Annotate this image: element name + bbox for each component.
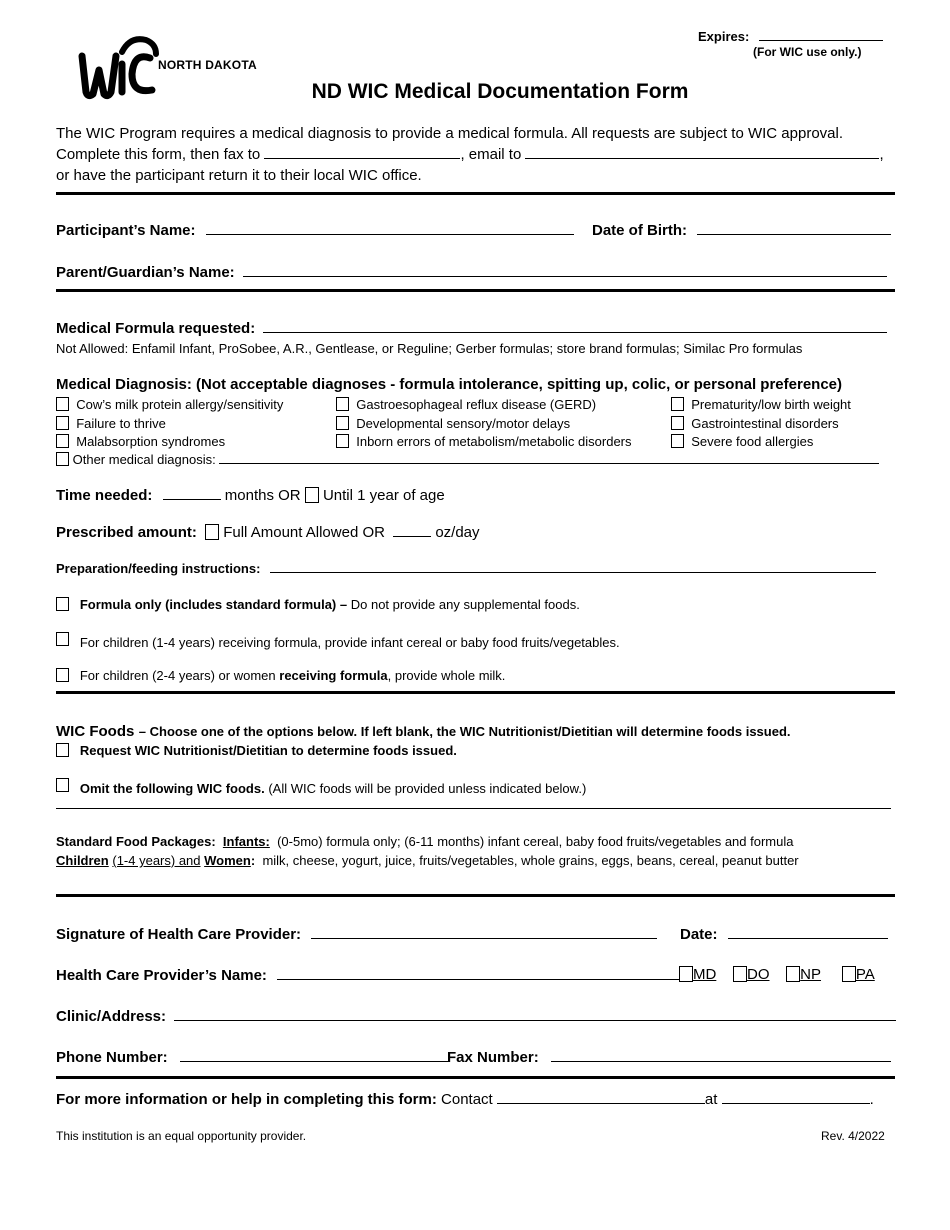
checkbox[interactable] — [56, 597, 69, 611]
diagnosis-option[interactable] — [56, 396, 283, 415]
option-label: Developmental sensory/motor delays — [356, 415, 571, 431]
full-amount-label: Full Amount Allowed OR — [223, 524, 385, 541]
other-diagnosis-label: Other medical diagnosis: — [72, 452, 216, 467]
participant-name-label: Participant’s Name: — [56, 222, 196, 239]
checkbox[interactable] — [336, 434, 349, 448]
more-info-label: For more information or help in completing this form: — [56, 1091, 437, 1108]
fax-row — [447, 1049, 891, 1066]
date-label: Date: — [680, 926, 718, 943]
contact-phone-field[interactable] — [722, 1102, 870, 1104]
option-label: Malabsorption syndromes — [76, 434, 226, 450]
wic-use-only: (For WIC use only.) — [753, 45, 862, 59]
divider — [56, 894, 895, 897]
provider-name-field[interactable] — [277, 978, 679, 980]
formula-only-text: Do not provide any supplemental foods. — [350, 597, 580, 612]
intro-email-text: , email to — [460, 146, 522, 163]
guardian-label: Parent/Guardian’s Name: — [56, 264, 235, 281]
other-diagnosis-row — [56, 452, 879, 467]
wic-foods-heading — [56, 723, 791, 741]
intro-line-2 — [56, 146, 884, 163]
np-checkbox[interactable] — [786, 966, 800, 982]
checkbox[interactable] — [336, 416, 349, 430]
formula-only-option[interactable] — [56, 597, 580, 612]
pa-checkbox[interactable] — [842, 966, 856, 982]
more-info-row — [56, 1091, 874, 1108]
checkbox[interactable] — [56, 434, 69, 448]
checkbox[interactable] — [56, 668, 69, 682]
option-label: Gastrointestinal disorders — [691, 415, 839, 431]
wic-foods-title: WIC Foods — [56, 723, 135, 740]
standard-packages-label: Standard Food Packages: — [56, 834, 216, 849]
wic-foods-instructions: – Choose one of the options below. If left blank, the WIC Nutritionist/Dietitian will determine foods issued. — [138, 724, 791, 739]
omit-foods-field[interactable] — [56, 808, 891, 809]
children-label: Children — [56, 853, 109, 868]
diagnosis-option[interactable] — [56, 415, 283, 434]
date-row — [680, 926, 888, 943]
expires-label: Expires: — [698, 29, 750, 44]
participant-name-row — [56, 222, 574, 239]
period: . — [869, 1091, 874, 1108]
whole-milk-text-a: For children (2-4 years) or women — [79, 668, 276, 683]
checkbox[interactable] — [336, 397, 349, 411]
credentials-row — [679, 966, 875, 983]
whole-milk-option[interactable] — [56, 668, 505, 683]
checkbox[interactable] — [56, 632, 69, 646]
page-title: ND WIC Medical Documentation Form — [311, 80, 689, 103]
clinic-label: Clinic/Address: — [56, 1008, 167, 1025]
formula-only-bold: Formula only (includes standard formula) – — [79, 597, 348, 612]
phone-label: Phone Number: — [56, 1049, 168, 1066]
months-or-text: months OR — [224, 487, 301, 504]
option-label: Prematurity/low birth weight — [691, 397, 851, 412]
prescribed-amount-label: Prescribed amount: — [56, 524, 197, 541]
diagnosis-col-2 — [336, 396, 632, 452]
diagnosis-option[interactable] — [336, 396, 632, 415]
signature-field[interactable] — [311, 937, 657, 939]
at-text: at — [704, 1091, 718, 1108]
checkbox[interactable] — [56, 452, 69, 466]
formula-requested-row — [56, 320, 887, 337]
children-cereal-text: For children (1-4 years) receiving formula, provide infant cereal or baby food fruits/vegetables. — [79, 635, 620, 650]
np-label: NP — [800, 966, 822, 983]
diagnosis-heading: Medical Diagnosis: (Not acceptable diagnoses - formula intolerance, spitting up, colic, or personal preference) — [56, 376, 842, 393]
standard-packages-line-2 — [56, 853, 799, 868]
diagnosis-option[interactable] — [336, 415, 632, 434]
omit-foods-bold: Omit the following WIC foods. — [79, 781, 265, 796]
logo-state-text: NORTH DAKOTA — [158, 58, 257, 72]
provider-name-row — [56, 967, 679, 984]
pa-label: PA — [855, 966, 875, 983]
time-needed-row — [56, 487, 445, 504]
expires-row — [698, 29, 883, 44]
signature-label: Signature of Health Care Provider: — [56, 926, 302, 943]
equal-opportunity: This institution is an equal opportunity provider. — [56, 1129, 307, 1143]
diagnosis-option[interactable] — [56, 433, 283, 452]
formula-requested-field[interactable] — [263, 331, 887, 333]
diagnosis-col-3 — [671, 396, 851, 452]
diagnosis-col-1 — [56, 396, 283, 452]
formula-requested-label: Medical Formula requested: — [56, 320, 256, 337]
guardian-row — [56, 264, 887, 281]
contact-text: Contact — [441, 1091, 493, 1108]
standard-packages-line-1 — [56, 834, 793, 849]
divider — [56, 691, 895, 694]
date-field[interactable] — [728, 937, 888, 939]
diagnosis-option[interactable] — [671, 433, 851, 452]
prescribed-amount-row — [56, 524, 480, 541]
md-label: MD — [693, 966, 717, 983]
intro-comma: , — [879, 146, 884, 163]
option-label: Gastroesophageal reflux disease (GERD) — [356, 397, 597, 412]
time-needed-label: Time needed: — [56, 487, 153, 504]
expires-field[interactable] — [759, 39, 883, 41]
children-age: (1-4 years) and — [112, 853, 201, 868]
request-nutritionist-label: Request WIC Nutritionist/Dietitian to determine foods issued. — [79, 743, 457, 758]
divider — [56, 1076, 895, 1079]
diagnosis-option[interactable] — [336, 433, 632, 452]
whole-milk-text-c: , provide whole milk. — [387, 668, 506, 683]
fax-field[interactable] — [551, 1060, 891, 1062]
checkbox[interactable] — [56, 778, 69, 792]
fax-label: Fax Number: — [447, 1049, 539, 1066]
do-label: DO — [747, 966, 770, 983]
clinic-field[interactable] — [174, 1019, 896, 1021]
oz-per-day-field[interactable] — [393, 535, 431, 537]
fax-to-field[interactable] — [264, 157, 460, 159]
until-one-year-checkbox[interactable] — [305, 487, 319, 503]
divider — [56, 289, 895, 292]
omit-foods-option[interactable] — [56, 778, 586, 796]
checkbox[interactable] — [671, 434, 684, 448]
diagnosis-option[interactable] — [671, 396, 851, 415]
checkbox[interactable] — [56, 743, 69, 757]
prep-instructions-label: Preparation/feeding instructions: — [56, 561, 261, 576]
dob-field[interactable] — [697, 233, 891, 235]
request-nutritionist-option[interactable] — [56, 743, 457, 758]
revision: Rev. 4/2022 — [821, 1129, 885, 1143]
children-cereal-option[interactable] — [56, 632, 620, 650]
divider — [56, 192, 895, 195]
md-checkbox[interactable] — [679, 966, 693, 982]
checkbox[interactable] — [56, 397, 69, 411]
oz-per-day-label: oz/day — [435, 524, 480, 541]
omit-foods-text: (All WIC foods will be provided unless indicated below.) — [268, 781, 587, 796]
email-to-field[interactable] — [525, 157, 879, 159]
intro-line-3: or have the participant return it to their local WIC office. — [56, 167, 422, 184]
prep-instructions-row — [56, 561, 876, 576]
option-label: Cow’s milk protein allergy/sensitivity — [76, 397, 284, 412]
months-field[interactable] — [163, 498, 221, 500]
checkbox[interactable] — [671, 397, 684, 411]
women-label: Women — [204, 853, 251, 868]
option-label: Inborn errors of metabolism/metabolic disorders — [356, 434, 632, 450]
provider-name-label: Health Care Provider’s Name: — [56, 967, 267, 984]
infants-label: Infants: — [222, 834, 270, 849]
other-diagnosis-field[interactable] — [219, 462, 879, 464]
until-one-year-label: Until 1 year of age — [322, 487, 445, 504]
checkbox[interactable] — [671, 416, 684, 430]
checkbox[interactable] — [56, 416, 69, 430]
women-colon: : — [250, 853, 256, 868]
clinic-row — [56, 1008, 896, 1025]
option-label: Failure to thrive — [76, 415, 166, 431]
not-allowed-text: Not Allowed: Enfamil Infant, ProSobee, A.R., Gentlease, or Reguline; Gerber formulas; store brand formulas; Similac Pro formulas — [56, 341, 803, 356]
dob-row — [592, 222, 891, 239]
whole-milk-text-b: receiving formula — [279, 668, 388, 683]
diagnosis-option[interactable] — [671, 415, 851, 434]
full-amount-checkbox[interactable] — [205, 524, 219, 540]
do-checkbox[interactable] — [733, 966, 747, 982]
children-text: milk, cheese, yogurt, juice, fruits/vegetables, whole grains, eggs, beans, cereal, peanut butter — [262, 853, 799, 868]
participant-name-field[interactable] — [206, 233, 574, 235]
phone-field[interactable] — [180, 1060, 448, 1062]
contact-name-field[interactable] — [497, 1102, 705, 1104]
signature-row — [56, 926, 657, 943]
phone-row — [56, 1049, 448, 1066]
guardian-field[interactable] — [243, 275, 887, 277]
prep-instructions-field[interactable] — [270, 571, 876, 573]
dob-label: Date of Birth: — [592, 222, 687, 239]
infants-text: (0-5mo) formula only; (6-11 months) infant cereal, baby food fruits/vegetables and formula — [277, 834, 794, 849]
intro-line-1: The WIC Program requires a medical diagnosis to provide a medical formula. All requests are subject to WIC approval. — [56, 125, 844, 142]
option-label: Severe food allergies — [691, 434, 814, 450]
intro-fax-text: Complete this form, then fax to — [56, 146, 261, 163]
